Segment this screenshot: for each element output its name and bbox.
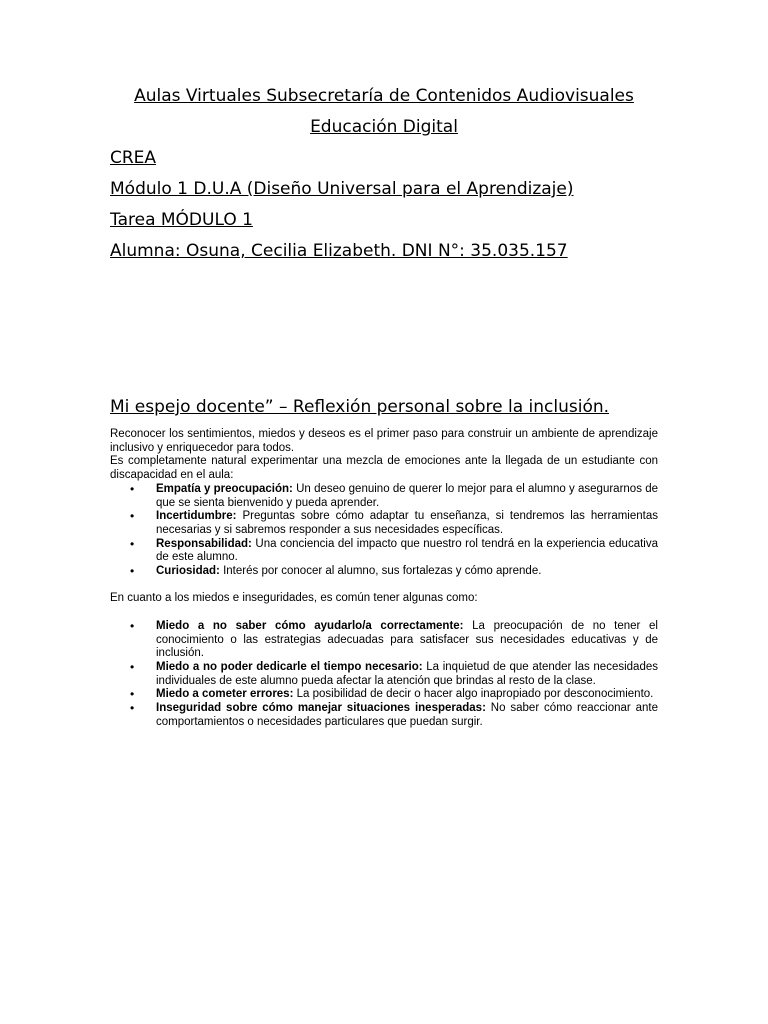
bullet-icon: •: [130, 536, 135, 551]
list-item-text: La preocupación de no tener el conocimiento o las estrategias adecuadas para satisfacer sus necesidades educativas y de inclusión.: [156, 619, 658, 660]
list-item-text: No saber cómo reaccionar ante comportamientos o necesidades particulares que puedan surgir.: [156, 702, 659, 728]
list-item-text: Interés por conocer al alumno, sus fortalezas y cómo aprende.: [219, 565, 542, 578]
list-item-term: Miedo a cometer errores:: [156, 688, 294, 701]
list-item: [110, 702, 658, 729]
fears-list: [110, 620, 658, 730]
list-item: [110, 661, 658, 688]
bullet-icon: •: [130, 481, 135, 496]
spacer: [110, 606, 658, 620]
list-item-term: Responsabilidad:: [156, 537, 252, 550]
list-item-text: Preguntas sobre cómo adaptar tu enseñanza, si tendremos las herramientas necesarias y si sabremos responder a sus necesidades específicas.: [156, 510, 658, 536]
bullet-icon: •: [130, 701, 135, 716]
bullet-icon: •: [130, 687, 135, 702]
list-item: [110, 565, 658, 579]
list-item-text: La posibilidad de decir o hacer algo inapropiado por desconocimiento.: [293, 688, 654, 701]
bullet-icon: •: [130, 618, 135, 633]
list-item: [110, 510, 658, 537]
list-item-term: Empatía y preocupación:: [156, 482, 293, 495]
list-item-term: Curiosidad:: [156, 565, 220, 578]
list-item-text: Una conciencia del impacto que nuestro rol tendrá en la experiencia educativa de este alumno.: [156, 537, 658, 564]
header-student: Alumna: Osuna, Cecilia Elizabeth. DNI N°: 35.035.157: [110, 241, 568, 261]
list-item-term: Inseguridad sobre cómo manejar situaciones inesperadas:: [156, 702, 486, 715]
intro-paragraph-1: Reconocer los sentimientos, miedos y deseos es el primer paso para construir un ambiente de aprendizaje inclusivo y enriquecedor para todos.: [110, 428, 658, 454]
spacer: [110, 579, 658, 593]
header-crea: CREA: [110, 148, 157, 168]
header-program: Educación Digital: [310, 117, 458, 137]
bullet-icon: •: [130, 659, 135, 674]
list-item-term: Miedo a no saber cómo ayudarlo/a correctamente:: [156, 619, 464, 632]
list-item-term: Incertidumbre:: [156, 510, 237, 523]
fears-intro: En cuanto a los miedos e inseguridades, es común tener algunas como:: [110, 592, 478, 605]
list-item: [110, 483, 658, 510]
bullet-icon: •: [130, 564, 135, 579]
list-item-text: La inquietud de que atender las necesidades individuales de este alumno pueda afectar la atención que brindas al resto de la clase.: [156, 660, 658, 687]
list-item-text: Un deseo genuino de querer lo mejor para el alumno y asegurarnos de que se sienta bienvenido y pueda aprender.: [156, 482, 658, 509]
header-institution: Aulas Virtuales Subsecretaría de Contenidos Audiovisuales: [134, 86, 634, 106]
intro-paragraph-2: Es completamente natural experimentar una mezcla de emociones ante la llegada de un estudiante con discapacidad en el aula:: [110, 455, 658, 482]
list-item: [110, 620, 658, 661]
bullet-icon: •: [130, 509, 135, 524]
list-item: [110, 538, 658, 565]
list-item-term: Miedo a no poder dedicarle el tiempo necesario:: [156, 660, 423, 673]
emotions-list: [110, 483, 658, 579]
section-body: [110, 428, 658, 729]
header-module: Módulo 1 D.U.A (Diseño Universal para el Aprendizaje): [110, 179, 574, 199]
header-task: Tarea MÓDULO 1: [110, 210, 253, 230]
section-title: Mi espejo docente” – Reflexión personal sobre la inclusión.: [110, 397, 610, 417]
list-item: [110, 688, 658, 702]
